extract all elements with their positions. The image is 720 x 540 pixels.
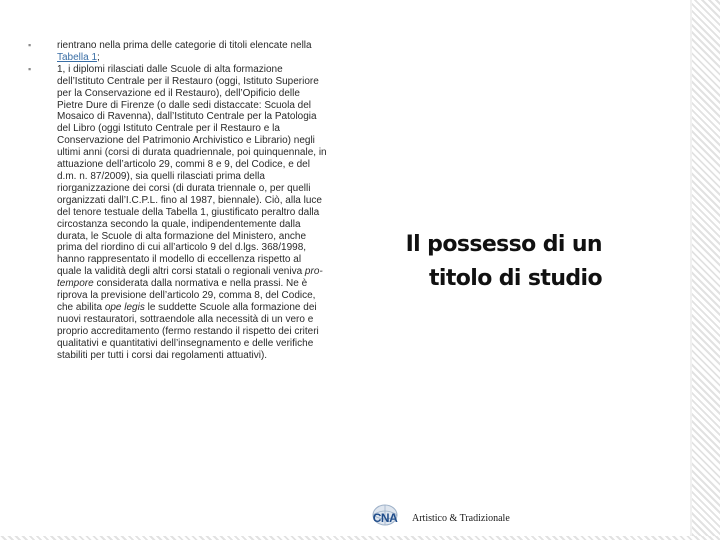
footer — [368, 502, 510, 534]
list-item — [28, 64, 328, 362]
italic-text: pro-tempore — [57, 266, 323, 290]
list-item-text: ; — [97, 51, 100, 63]
list-item-text: considerata dalla normativa e nella prassi. Ne è riprova la previsione dell’articolo 29, comma 8, del Codice, che abilita — [57, 278, 316, 313]
decorative-striped-edge-right — [692, 0, 720, 540]
list-item-text: rientrano nella prima delle categorie di titoli elencate nella — [57, 40, 312, 51]
title-line-2: titolo di studio — [428, 266, 602, 291]
title-line-1: Il possesso di un — [405, 232, 602, 257]
cna-logo-text: CNA — [372, 511, 398, 525]
bullet-icon: ▪ — [28, 63, 32, 74]
list-item-text: le suddette Scuole alla formazione dei nuovi restauratori, sottraendole alla necessità di un vero e proprio accreditamento (fermo restando il rispetto dei criteri qualitativi e quantitativi dell’insegnamento e delle verifiche stabiliti per tutti i corsi dai regolamenti attuativi). — [57, 301, 319, 361]
decorative-striped-edge-bottom — [0, 536, 720, 540]
bullet-icon: ▪ — [28, 40, 32, 50]
footer-label: Artistico & Tradizionale — [412, 512, 510, 524]
italic-text: ope legis — [104, 301, 145, 313]
list-item — [28, 40, 328, 64]
cna-logo — [368, 503, 402, 533]
slide-title — [302, 228, 602, 296]
tabella-1-link[interactable]: Tabella 1 — [57, 51, 98, 63]
body-text-list — [28, 40, 328, 361]
list-item-text: 1, i diplomi rilasciati dalle Scuole di alta formazione dell’Istituto Centrale per il Restauro (oggi, Istituto Superiore per la Conservazione ed il Restauro), dell’Opificio delle Pietre Dure di Firenze (o dalle sedi distaccate: Scuola del Mosaico di Ravenna), dall’Istituto Centrale per la Patologia del Libro (oggi Istituto Centrale per il Restauro e la Conservazione del Patrimonio Archivistico e Librario) negli ultimi anni (corsi di durata quadriennale, poi quinquennale, in attuazione dell’articolo 29, commi 8 e 9, del Codice, e del d.m. n. 87/2009), sia quelli rilasciati prima della riorganizzazione dei corsi (di durata triennale o, per quelli organizzati dall’I.C.P.L. fino al 1987, biennale). Ciò, alla luce del tenore testuale della Tabella 1, giustificato peraltro dalla circostanza secondo la quale, indipendentemente dalla durata, le Scuole di alta formazione del Ministero, anche prima del riordino di cui all’articolo 9 del d.lgs. 368/1998, hanno rappresentato il modello di eccellenza rispetto al quale la validità degli altri corsi statali o regionali veniva — [57, 63, 327, 278]
